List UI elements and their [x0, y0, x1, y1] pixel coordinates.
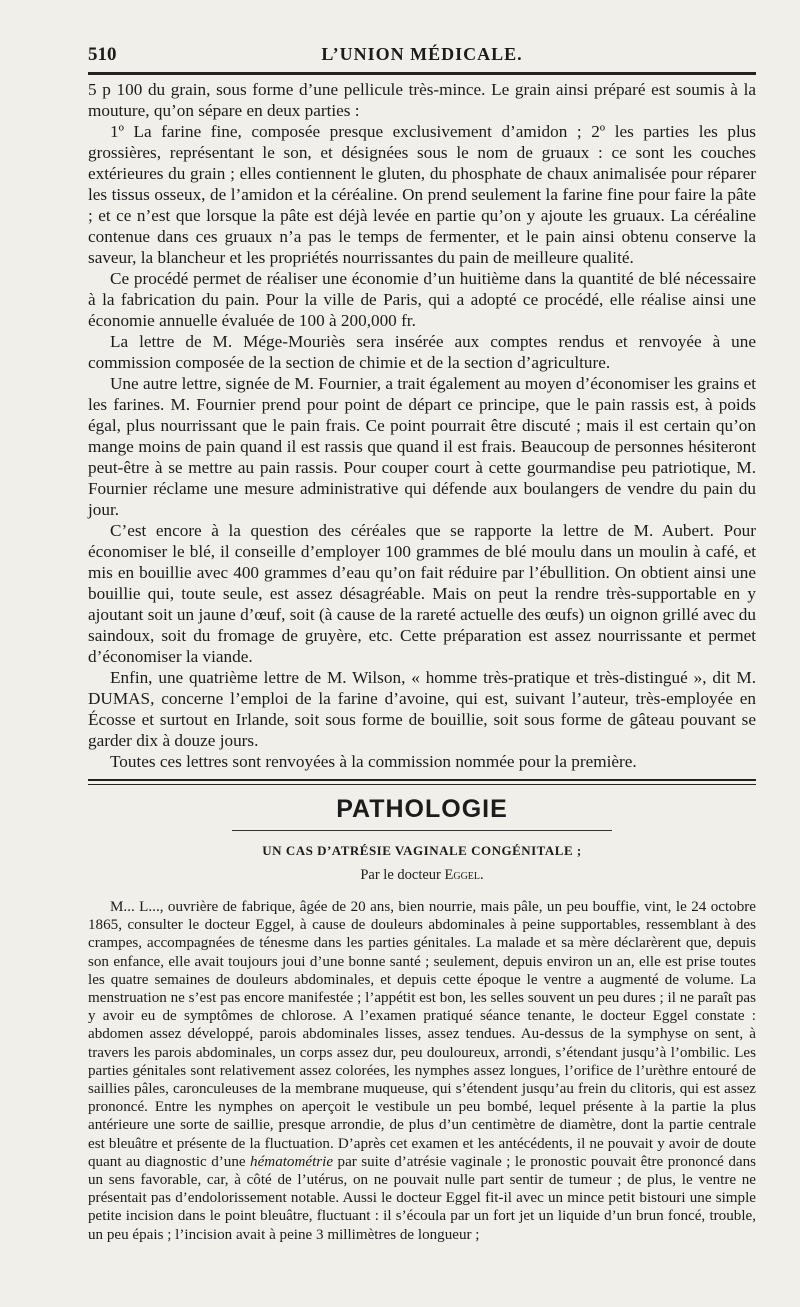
page-number: 510: [88, 44, 117, 65]
byline-prefix: Par le docteur: [360, 867, 441, 883]
paragraph: 5 p 100 du grain, sous forme d’une pellicule très-mince. Le grain ainsi préparé est soumis à la mouture, qu’on sépare en deux parties :: [88, 80, 756, 120]
italic-term: hématométrie: [250, 1153, 334, 1170]
byline: [88, 867, 756, 884]
upper-article-body: [88, 79, 756, 772]
paragraph: Une autre lettre, signée de M. Fournier, a trait également au moyen d’économiser les grains et les farines. M. Fournier prend pour point de départ ce principe, que le pain rassis est, à poids égal, plus nourrissant que le pain frais. Ce point pourrait être discuté ; mais il est certain qu’on mange moins de pain quand il est rassis que quand il est frais. Beaucoup de personnes hésiteront peut-être à se mettre au pain rassis. Pour couper court à cette gourmandise peu patriotique, M. Fournier réclame une mesure administrative qui défende aux boulangers de vendre du pain du jour.: [88, 374, 756, 519]
article-title: UN CAS D’ATRÉSIE VAGINALE CONGÉNITALE ;: [262, 843, 582, 858]
paragraph: Ce procédé permet de réaliser une économie d’un huitième dans la quantité de blé nécessaire à la fabrication du pain. Pour la ville de Paris, qui a adopté ce procédé, elle réalise ainsi une économie annuelle évaluée de 100 à 200,000 fr.: [88, 269, 756, 330]
running-title: L’UNION MÉDICALE.: [321, 44, 523, 64]
paragraph: C’est encore à la question des céréales que se rapporte la lettre de M. Aubert. Pour économiser le blé, il conseille d’employer 100 grammes de blé moulu dans un moulin à café, et mis en bouillie avec 400 grammes d’eau qu’on fait réduire par l’ébullition. On obtient ainsi une bouillie qui, toute seule, est assez désagréable. Mais on peut la rendre très-supportable en y ajoutant soit un jaune d’œuf, soit (à cause de la rareté actuelle des œufs) un oignon grillé avec du saindoux, soit du fromage de gruyère, etc. Cette préparation est assez nourrissante et permet d’économiser la viande.: [88, 521, 756, 666]
paragraph: La lettre de M. Mége-Mouriès sera insérée aux comptes rendus et renvoyée à une commission composée de la section de chimie et de la section d’agriculture.: [88, 332, 756, 372]
title-underline: [232, 830, 612, 831]
paragraph: 1º La farine fine, composée presque exclusivement d’amidon ; 2º les parties les plus grossières, représentant le son, et désignées sous le nom de gruaux : ce sont les couches extérieures du grain ; elles contiennent le gluten, du phosphate de chaux animalisée pour réparer les tissus osseux, de l’amidon et la céréaline. On prend seulement la farine fine pour faire la pâte ; et ce n’est que lorsque la pâte est déjà levée en partie qu’on y ajoute les gruaux. La céréaline contenue dans ces gruaux n’a pas le temps de fermenter, et le pain ainsi obtenu conserve la saveur, la blancheur et les propriétés nourrissantes du pain de meilleure qualité.: [88, 122, 756, 267]
body-text: M... L..., ouvrière de fabrique, âgée de 20 ans, bien nourrie, mais pâle, un peu bouffie, vint, le 24 octobre 1865, consulter le docteur Eggel, à cause de douleurs abdominales à peine supportables, ressemblant à des crampes, accompagnées de ténesme dans les parties génitales. La malade et sa mère déclarèrent que, depuis son enfance, elle avait toujours joui d’une bonne santé ; seulement, depuis environ un an, elle est prise toutes les quatre semaines de douleurs abdominales, et depuis cette époque le ventre a augmenté de volume. La menstruation ne s’est pas encore manifestée ; l’appétit est bon, les selles souvent un peu dures ; il ne paraît pas y avoir eu de symptômes de chlorose. A l’examen pratiqué séance tenante, le docteur Eggel constate : abdomen assez développé, parois abdominales lisses, assez tendues. Au-dessus de la symphyse on sent, à travers les parois abdominales, un corps assez dur, peu douloureux, arrondi, s’étendant jusqu’à l’ombilic. Les parties génitales sont relativement assez colorées, les nymphes assez longues, l’orifice de l’urèthre entouré de saillies pâles, caronculeuses de la membrane muqueuse, qui s’étendent jusqu’au frein du clitoris, qui est assez prononcé. Entre les nymphes on aperçoit le vestibule un peu bombé, lequel présente à la partie la plus antérieure une sorte de saillie, presque arrondie, de plus d’un centimètre de diamètre, dont la partie centrale est bleuâtre et présente de la fluctuation. D’après cet examen et les antécédents, il ne pouvait y avoir de doute quant au diagnostic d’une: [88, 899, 756, 1170]
section-title: PATHOLOGIE: [336, 795, 508, 823]
paragraph: Enfin, une quatrième lettre de M. Wilson, « homme très-pratique et très-distingué », dit M. DUMAS, concerne l’emploi de la farine d’avoine, qui est, suivant l’auteur, très-employée en Écosse et surtout en Irlande, soit sous forme de bouillie, soit sous forme de gâteau pouvant se garder dix à douze jours.: [88, 668, 756, 750]
page-header: [88, 40, 756, 70]
pathology-article-body: [88, 898, 756, 1244]
body-text-continued: par suite d’atrésie vaginale ; le pronostic pouvait être prononcé dans un sens favorable, car, à côté de l’utérus, on ne pouvait nulle part sentir de tumeur ; de plus, le ventre ne présentait pas d’endolorissement notable. Aussi le docteur Eggel fit-il avec un mince petit bistouri une simple petite incision dans le point bleuâtre, fluctuant : il s’écoula par un fort jet un liquide d’un brun foncé, trouble, un peu épais ; l’incision avait à peine 3 millimètres de longueur ;: [88, 1153, 756, 1243]
paragraph: [88, 898, 756, 1244]
paragraph: Toutes ces lettres sont renvoyées à la commission nommée pour la première.: [110, 752, 637, 771]
byline-author: Eggel.: [444, 867, 484, 883]
header-rule: [88, 72, 756, 75]
section-divider: [88, 779, 756, 785]
